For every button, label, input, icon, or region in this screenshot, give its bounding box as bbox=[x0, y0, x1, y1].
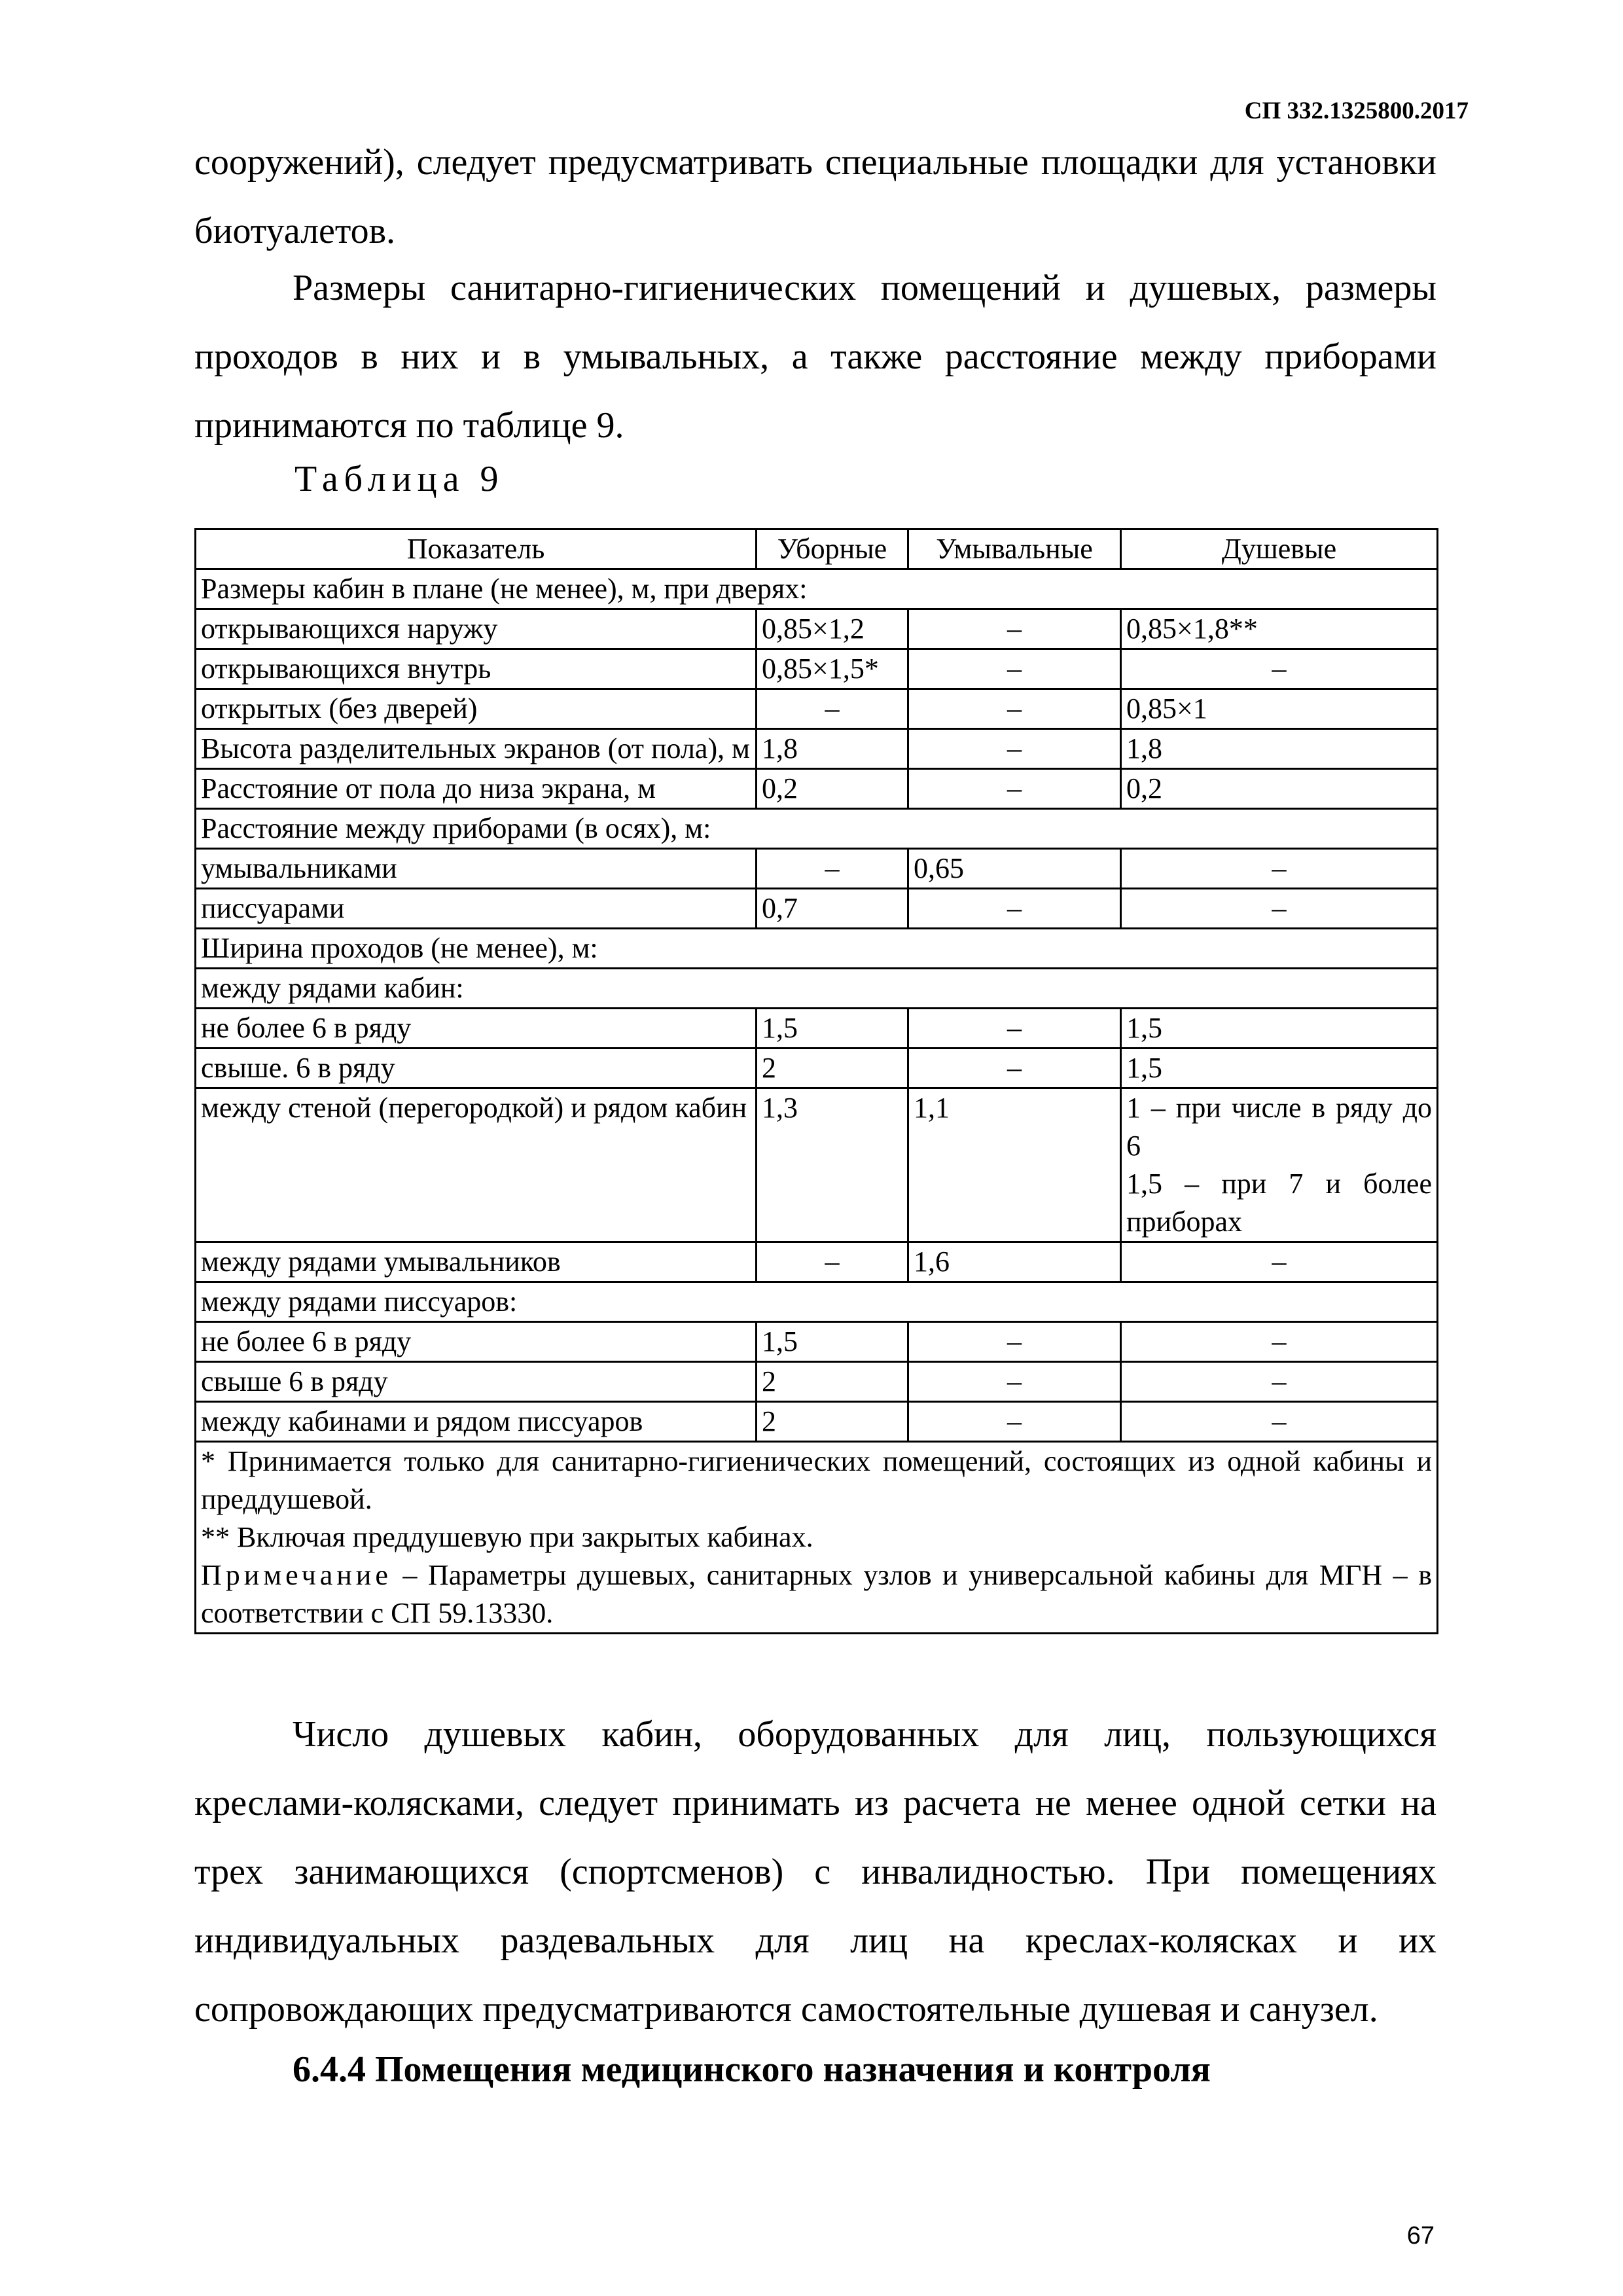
cell-toilets: 2 bbox=[757, 1402, 908, 1442]
row-label: открытых (без дверей) bbox=[196, 689, 757, 729]
row-label: Расстояние от пола до низа экрана, м bbox=[196, 769, 757, 809]
column-header-showers: Душевые bbox=[1121, 529, 1438, 569]
section-between-cabins: между рядами кабин: bbox=[196, 969, 1438, 1009]
row-label: между стеной (перегородкой) и рядом кабин bbox=[196, 1088, 757, 1242]
cell-washrooms: – bbox=[908, 1362, 1121, 1402]
cell-showers bbox=[1121, 1088, 1438, 1242]
cell-washrooms: – bbox=[908, 769, 1121, 809]
table-row bbox=[196, 1362, 1438, 1402]
cell-showers: – bbox=[1121, 849, 1438, 889]
paragraph-showers bbox=[194, 1700, 1436, 2044]
cell-washrooms: 1,6 bbox=[908, 1242, 1121, 1282]
table-row bbox=[196, 689, 1438, 729]
cell-washrooms: – bbox=[908, 1009, 1121, 1049]
table-9 bbox=[194, 528, 1438, 1634]
cell-toilets: 1,5 bbox=[757, 1009, 908, 1049]
section-heading: 6.4.4 Помещения медицинского назначения и контроля bbox=[293, 2049, 1211, 2090]
cell-toilets: 2 bbox=[757, 1049, 908, 1088]
footnote-2: ** Включая преддушевую при закрытых кабинах. bbox=[201, 1521, 813, 1553]
cell-toilets: – bbox=[757, 689, 908, 729]
cell-washrooms: – bbox=[908, 649, 1121, 689]
table-footnotes bbox=[196, 1442, 1438, 1634]
row-label: открывающихся наружу bbox=[196, 609, 757, 649]
cell-showers: – bbox=[1121, 1402, 1438, 1442]
table-row bbox=[196, 609, 1438, 649]
table-note bbox=[201, 1556, 1432, 1632]
row-label: между рядами умывальников bbox=[196, 1242, 757, 1282]
cell-toilets: 0,85×1,5* bbox=[757, 649, 908, 689]
cell-showers: 0,85×1 bbox=[1121, 689, 1438, 729]
cell-showers: – bbox=[1121, 649, 1438, 689]
section-row bbox=[196, 569, 1438, 609]
note-label: Примечание bbox=[201, 1559, 392, 1591]
table-row bbox=[196, 1009, 1438, 1049]
cell-toilets: 2 bbox=[757, 1362, 908, 1402]
row-label: не более 6 в ряду bbox=[196, 1322, 757, 1362]
paragraph-showers-text: Число душевых кабин, оборудованных для лиц, пользующихся креслами-колясками, следует принимать из расчета не менее одной сетки на трех занимающихся (спортсменов) с инвалидностью. При помещениях индивидуальных раздевальных для лиц на креслах-колясках и их сопровождающих предусматриваются самостоятельные душевая и санузел. bbox=[194, 1714, 1436, 2030]
column-header-indicator: Показатель bbox=[196, 529, 757, 569]
note-text: – Параметры душевых, санитарных узлов и универсальной кабины для МГН – в соответствии с СП 59.13330. bbox=[201, 1559, 1432, 1629]
cell-toilets: 0,7 bbox=[757, 889, 908, 929]
table-row bbox=[196, 1402, 1438, 1442]
section-row bbox=[196, 1282, 1438, 1322]
table-row bbox=[196, 649, 1438, 689]
section-row bbox=[196, 929, 1438, 969]
table-row bbox=[196, 889, 1438, 929]
row-label: свыше 6 в ряду bbox=[196, 1362, 757, 1402]
row-label: писсуарами bbox=[196, 889, 757, 929]
section-row bbox=[196, 809, 1438, 849]
cell-showers-line2: 1,5 – при 7 и более приборах bbox=[1126, 1168, 1432, 1238]
section-passages: Ширина проходов (не менее), м: bbox=[196, 929, 1438, 969]
cell-washrooms: – bbox=[908, 1402, 1121, 1442]
cell-showers: 1,8 bbox=[1121, 729, 1438, 769]
row-label: между кабинами и рядом писсуаров bbox=[196, 1402, 757, 1442]
column-header-washrooms: Умывальные bbox=[908, 529, 1121, 569]
row-label: Высота разделительных экранов (от пола), м bbox=[196, 729, 757, 769]
table-row bbox=[196, 849, 1438, 889]
row-label: свыше. 6 в ряду bbox=[196, 1049, 757, 1088]
row-label: открывающихся внутрь bbox=[196, 649, 757, 689]
footnote-1: * Принимается только для санитарно-гигиенических помещений, состоящих из одной кабины и преддушевой. bbox=[201, 1445, 1432, 1515]
section-devices: Расстояние между приборами (в осях), м: bbox=[196, 809, 1438, 849]
column-header-toilets: Уборные bbox=[757, 529, 908, 569]
cell-showers: 1,5 bbox=[1121, 1009, 1438, 1049]
cell-washrooms: – bbox=[908, 889, 1121, 929]
cell-washrooms: – bbox=[908, 1049, 1121, 1088]
table-row bbox=[196, 1242, 1438, 1282]
cell-showers: 1,5 bbox=[1121, 1049, 1438, 1088]
section-urinals: между рядами писсуаров: bbox=[196, 1282, 1438, 1322]
cell-showers: – bbox=[1121, 1322, 1438, 1362]
paragraph-intro: сооружений), следует предусматривать специальные площадки для установки биотуалетов. bbox=[194, 142, 1436, 251]
cell-toilets: 1,8 bbox=[757, 729, 908, 769]
cell-toilets: 0,85×1,2 bbox=[757, 609, 908, 649]
cell-washrooms: – bbox=[908, 1322, 1121, 1362]
footnotes-row bbox=[196, 1442, 1438, 1634]
cell-showers: 0,85×1,8** bbox=[1121, 609, 1438, 649]
table-row bbox=[196, 729, 1438, 769]
cell-washrooms: – bbox=[908, 689, 1121, 729]
table-row bbox=[196, 1322, 1438, 1362]
cell-washrooms: 0,65 bbox=[908, 849, 1121, 889]
cell-toilets: – bbox=[757, 1242, 908, 1282]
table-caption: Таблица 9 bbox=[294, 459, 505, 499]
cell-toilets: 1,3 bbox=[757, 1088, 908, 1242]
section-cabins: Размеры кабин в плане (не менее), м, при дверях: bbox=[196, 569, 1438, 609]
section-row bbox=[196, 969, 1438, 1009]
cell-washrooms: 1,1 bbox=[908, 1088, 1121, 1242]
document-code: СП 332.1325800.2017 bbox=[1244, 98, 1469, 124]
cell-showers: 0,2 bbox=[1121, 769, 1438, 809]
row-label: умывальниками bbox=[196, 849, 757, 889]
table-row bbox=[196, 1049, 1438, 1088]
cell-showers-line1: 1 – при числе в ряду до 6 bbox=[1126, 1092, 1432, 1162]
paragraph-sizes-text: Размеры санитарно-гигиенических помещений и душевых, размеры проходов в них и в умывальных, а также расстояние между приборами принимаются по таблице 9. bbox=[194, 268, 1436, 446]
cell-showers: – bbox=[1121, 1242, 1438, 1282]
table-row bbox=[196, 1088, 1438, 1242]
cell-washrooms: – bbox=[908, 609, 1121, 649]
cell-toilets: 1,5 bbox=[757, 1322, 908, 1362]
cell-showers: – bbox=[1121, 889, 1438, 929]
row-label: не более 6 в ряду bbox=[196, 1009, 757, 1049]
table-row bbox=[196, 769, 1438, 809]
table-header-row bbox=[196, 529, 1438, 569]
cell-toilets: – bbox=[757, 849, 908, 889]
page-number: 67 bbox=[1406, 2222, 1435, 2250]
paragraph-sizes bbox=[194, 254, 1436, 460]
cell-showers: – bbox=[1121, 1362, 1438, 1402]
cell-washrooms: – bbox=[908, 729, 1121, 769]
cell-toilets: 0,2 bbox=[757, 769, 908, 809]
